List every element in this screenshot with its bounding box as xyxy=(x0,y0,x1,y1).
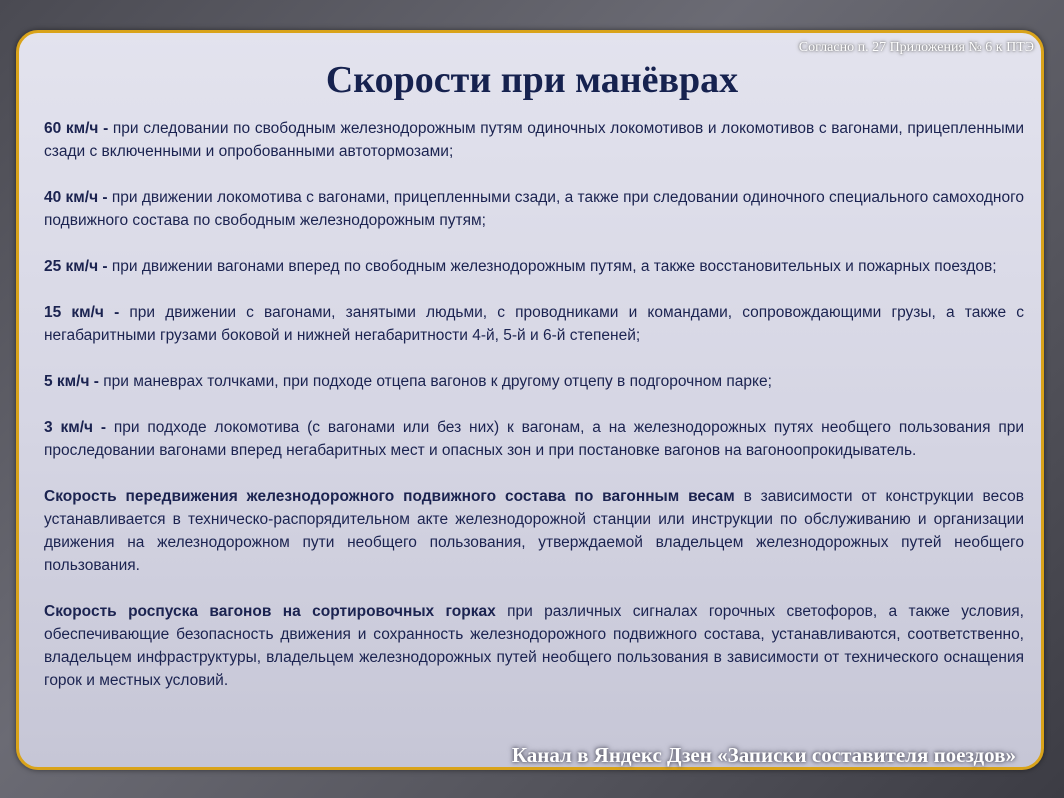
rule-text: при маневрах толчками, при подходе отцепа вагонов к другому отцепу в подгорочном парке; xyxy=(98,373,772,390)
rule-speed: Скорость передвижения железнодорожного подвижного состава по вагонным весам xyxy=(44,488,735,505)
rule-25 xyxy=(44,255,1024,278)
reference-note: Согласно п. 27 Приложения № 6 к ПТЭ xyxy=(798,40,1034,55)
rule-speed: 25 км/ч - xyxy=(44,258,108,275)
rule-text: при движении с вагонами, занятыми людьми, с проводниками и командами, сопровождающими грузы, а также с негабаритными грузами боковой и нижней негабаритности 4-й, 5-й и 6-й степеней; xyxy=(44,304,1024,344)
rule-3 xyxy=(44,416,1024,462)
rule-text: при следовании по свободным железнодорожным путям одиночных локомотивов и локомотивов с вагонами, прицепленными сзади с включенными и опробованными автотормозами; xyxy=(44,120,1024,160)
rule-text: при подходе локомотива (с вагонами или без них) к вагонам, а на железнодорожных путях необщего пользования при проследовании вагонами вперед негабаритных мест и опасных зон и при постановке вагонов на вагоноопрокидыватель. xyxy=(44,419,1024,459)
channel-footer: Канал в Яндекс Дзен «Записки составителя поездов» xyxy=(511,743,1016,767)
rule-60 xyxy=(44,117,1024,163)
page-title: Скорости при манёврах xyxy=(325,59,739,101)
rule-speed: 3 км/ч - xyxy=(44,419,107,436)
rule-5 xyxy=(44,370,1024,393)
rule-speed: 60 км/ч - xyxy=(44,120,109,137)
rule-text: в зависимости от конструкции весов устанавливается в техническо-распорядительном акте железнодорожной станции или инструкции по обслуживанию и организации движения на железнодорожном пути необщего пользования, утверждаемой владельцем железнодорожных путей необщего пользования. xyxy=(44,488,1024,574)
rule-text: при движении вагонами вперед по свободным железнодорожным путям, а также восстановительных и пожарных поездов; xyxy=(107,258,997,275)
rule-speed: 15 км/ч - xyxy=(44,304,120,321)
rule-speed: 40 км/ч - xyxy=(44,189,108,206)
rule-15 xyxy=(44,301,1024,347)
rule-text: при различных сигналах горочных светофоров, а также условия, обеспечивающие безопасность движения и сохранность железнодорожного подвижного состава, устанавливаются, соответственно, владельцем инфраструктуры, владельцем железнодорожных путей необщего пользования в зависимости от технического оснащения горок и местных условий. xyxy=(44,603,1024,689)
rule-speed: Скорость роспуска вагонов на сортировочных горках xyxy=(44,603,496,620)
rule-weighbridge xyxy=(44,485,1024,577)
rule-hump xyxy=(44,600,1024,692)
rule-40 xyxy=(44,186,1024,232)
speed-rules-list xyxy=(44,117,1024,692)
rule-speed: 5 км/ч - xyxy=(44,373,99,390)
rule-text: при движении локомотива с вагонами, прицепленными сзади, а также при следовании одиночного специального самоходного подвижного состава по свободным железнодорожным путям; xyxy=(44,189,1025,229)
